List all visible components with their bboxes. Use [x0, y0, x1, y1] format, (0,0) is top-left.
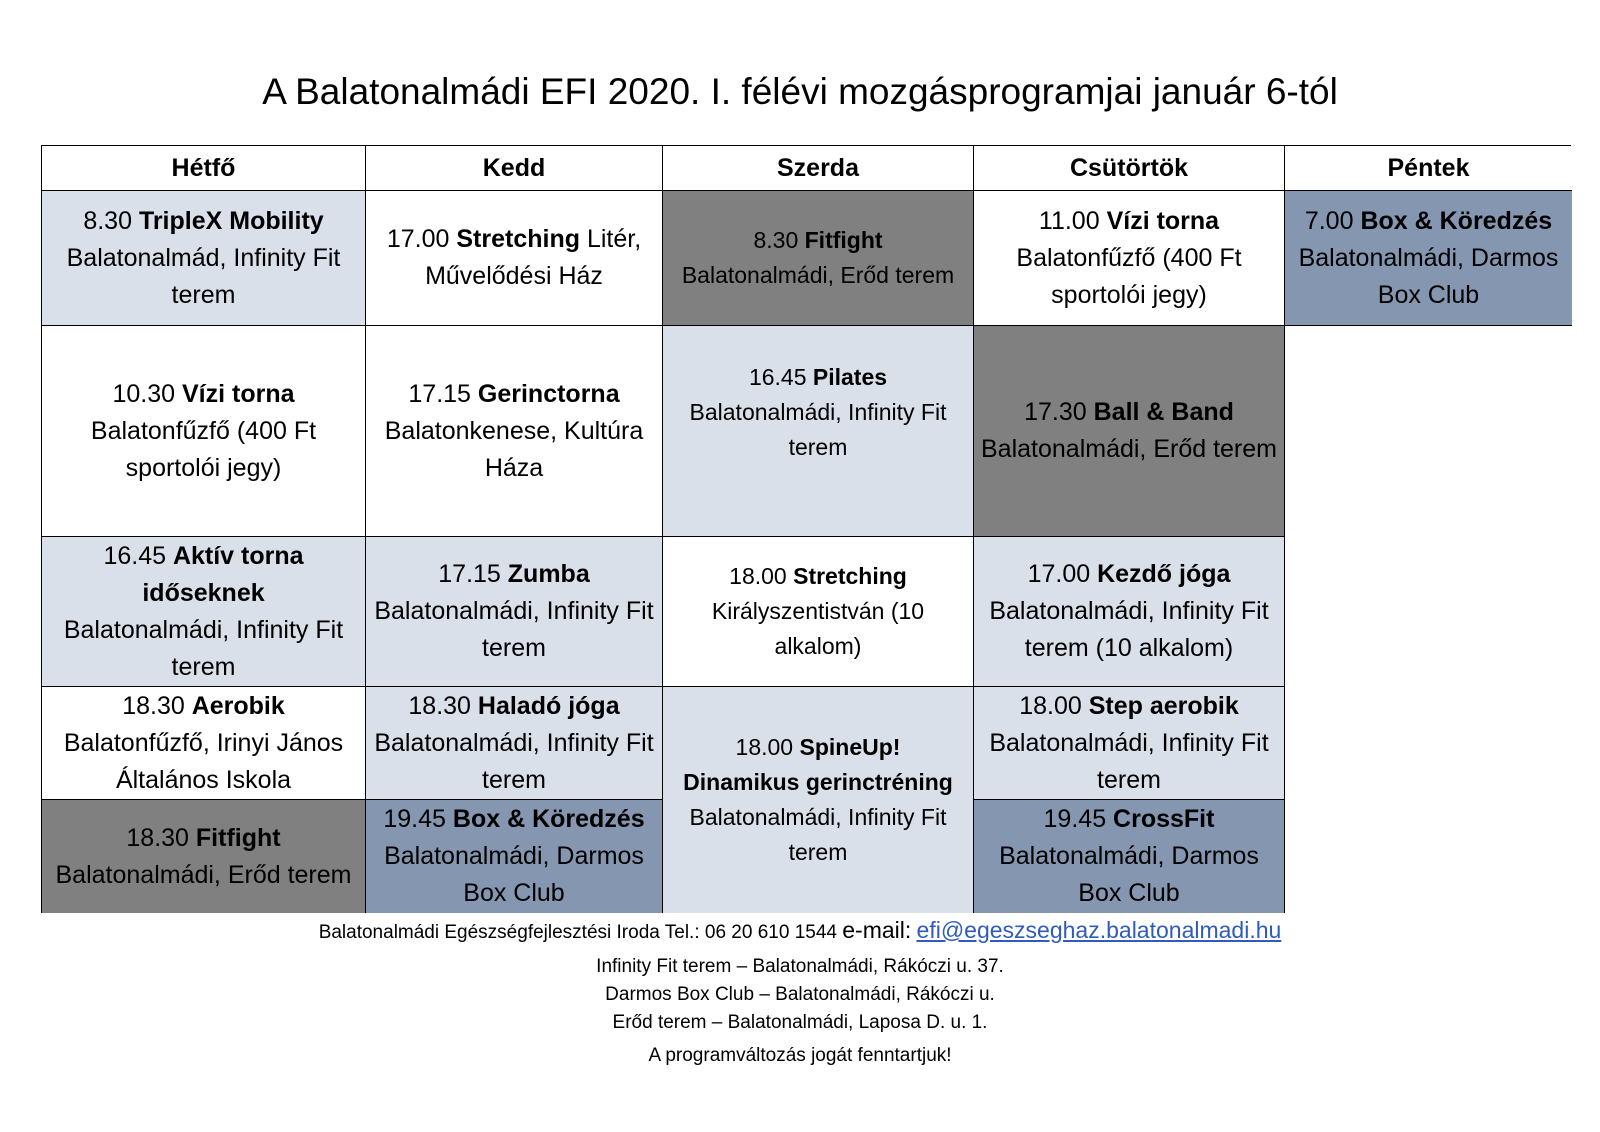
address-infinity: Infinity Fit terem – Balatonalmádi, Rákóczi u. 37. — [596, 956, 1004, 977]
program-location: Balatonalmádi, Infinity Fit terem — [374, 597, 654, 662]
program-cell-thu1 — [974, 191, 1285, 326]
program-time: 17.00 — [1027, 560, 1091, 588]
program-name: Fitfight — [195, 823, 281, 852]
program-time: 19.45 — [1043, 805, 1107, 833]
program-name: Zumba — [507, 560, 590, 588]
program-time: 17.00 — [386, 225, 450, 253]
program-name: Box & Köredzés — [452, 805, 645, 833]
program-cell-fri1 — [1285, 191, 1572, 326]
program-time: 18.00 — [729, 563, 787, 589]
program-location: Balatonalmádi, Darmos Box Club — [384, 842, 644, 907]
program-location: Balatonfűzfő (400 Ft sportolói jegy) — [90, 416, 317, 482]
program-location: Balatonalmádi, Erőd terem — [981, 435, 1277, 463]
program-name: Haladó jóga — [477, 691, 620, 720]
email-link[interactable]: efi@egeszseghaz.balatonalmadi.hu — [916, 917, 1282, 943]
program-name: Gerinctorna — [477, 379, 620, 408]
header-thursday: Csütörtök — [974, 146, 1285, 191]
office-info: Balatonalmádi Egészségfejlesztési Iroda Tel.: 06 20 610 1544 — [318, 922, 837, 943]
address-darmos: Darmos Box Club – Balatonalmádi, Rákóczi u. — [605, 984, 995, 1005]
program-cell-wed4 — [663, 687, 974, 913]
program-location: Balatonfűzfő, Irinyi János Általános Iskola — [63, 728, 344, 794]
header-friday: Péntek — [1285, 146, 1572, 191]
program-location: Litér, Művelődési Ház — [425, 225, 642, 290]
header-wednesday: Szerda — [663, 146, 974, 191]
program-name: SpineUp! — [799, 734, 901, 760]
page-title: A Balatonalmádi EFI 2020. I. félévi mozgásprogramjai január 6-tól — [262, 71, 1338, 112]
program-time: 19.45 — [383, 805, 446, 833]
program-location: Balatonalmádi, Erőd terem — [681, 262, 955, 288]
program-time: 8.30 — [753, 227, 799, 253]
program-cell-wed3 — [663, 537, 974, 687]
notice: A programváltozás jogát fenntartjuk! — [648, 1045, 952, 1066]
program-name: Ball & Band — [1093, 398, 1234, 426]
program-location: Balatonalmádi, Darmos Box Club — [1298, 243, 1559, 309]
program-time: 16.45 — [103, 541, 166, 570]
program-cell-thu4 — [974, 687, 1285, 800]
program-time: 18.30 — [408, 691, 471, 720]
program-location: Balatonfűzfő (400 Ft sportolói jegy) — [1016, 243, 1242, 309]
program-name: Vízi torna — [182, 379, 295, 408]
program-cell-wed2 — [663, 326, 974, 537]
program-time: 17.15 — [438, 560, 501, 588]
program-name: Pilates — [812, 364, 888, 390]
program-name: Vízi torna — [1106, 206, 1220, 235]
program-name: Kezdő jóga — [1097, 560, 1231, 588]
program-time: 18.00 — [735, 734, 794, 760]
program-cell-tue5 — [366, 800, 663, 913]
program-name: Step aerobik — [1088, 691, 1239, 720]
program-time: 10.30 — [112, 379, 176, 408]
program-name: Stretching — [793, 563, 907, 589]
program-location: Balatonalmádi, Erőd terem — [55, 860, 352, 889]
program-time: 17.30 — [1024, 398, 1087, 426]
program-cell-mon3 — [42, 537, 366, 687]
schedule-table — [41, 145, 1571, 913]
program-cell-tue3 — [366, 537, 663, 687]
program-cell-tue4 — [366, 687, 663, 800]
program-name-2: Dinamikus gerinctréning — [683, 769, 953, 795]
address-erod: Erőd terem – Balatonalmádi, Laposa D. u. 1. — [612, 1012, 988, 1033]
program-cell-mon5 — [42, 800, 366, 913]
program-time: 18.00 — [1019, 691, 1082, 720]
program-cell-thu5 — [974, 800, 1285, 913]
program-name: Stretching — [456, 225, 580, 253]
program-time: 17.15 — [408, 379, 471, 408]
footer-contact — [0, 916, 1600, 947]
program-name: Box & Köredzés — [1360, 206, 1553, 235]
program-time: 16.45 — [748, 364, 807, 390]
header-tuesday: Kedd — [366, 146, 663, 191]
email-label: e-mail: — [842, 917, 912, 943]
program-cell-wed1 — [663, 191, 974, 326]
program-time: 11.00 — [1038, 206, 1100, 235]
empty-friday-cell — [1285, 326, 1572, 913]
program-time: 8.30 — [83, 206, 132, 235]
program-cell-mon2 — [42, 326, 366, 537]
program-name: CrossFit — [1113, 805, 1215, 833]
program-location: Királyszentistván (10 alkalom) — [711, 598, 925, 659]
program-cell-thu3 — [974, 537, 1285, 687]
program-time: 18.30 — [126, 823, 189, 852]
program-time: 18.30 — [122, 691, 185, 720]
program-cell-tue1 — [366, 191, 663, 326]
program-location: Balatonkenese, Kultúra Háza — [384, 416, 644, 482]
program-name: Fitfight — [804, 227, 883, 253]
program-location: Balatonalmádi, Infinity Fit terem (10 alkalom) — [989, 597, 1269, 662]
program-location: Balatonalmádi, Infinity Fit terem — [63, 615, 344, 681]
program-cell-mon1 — [42, 191, 366, 326]
program-location: Balatonalmádi, Infinity Fit terem — [989, 728, 1269, 794]
program-cell-tue2 — [366, 326, 663, 537]
header-monday: Hétfő — [42, 146, 366, 191]
program-location: Balatonalmádi, Infinity Fit terem — [689, 399, 947, 460]
program-name: Aerobik — [191, 691, 285, 720]
program-name: TripleX Mobility — [138, 206, 324, 235]
program-location: Balatonalmád, Infinity Fit terem — [66, 243, 341, 309]
program-cell-thu2 — [974, 326, 1285, 537]
program-location: Balatonalmádi, Infinity Fit terem — [689, 804, 947, 865]
program-time: 7.00 — [1304, 206, 1354, 235]
program-location: Balatonalmádi, Infinity Fit terem — [374, 728, 654, 794]
program-location: Balatonalmádi, Darmos Box Club — [999, 842, 1259, 907]
program-cell-mon4 — [42, 687, 366, 800]
program-name: Aktív torna időseknek — [142, 541, 304, 607]
